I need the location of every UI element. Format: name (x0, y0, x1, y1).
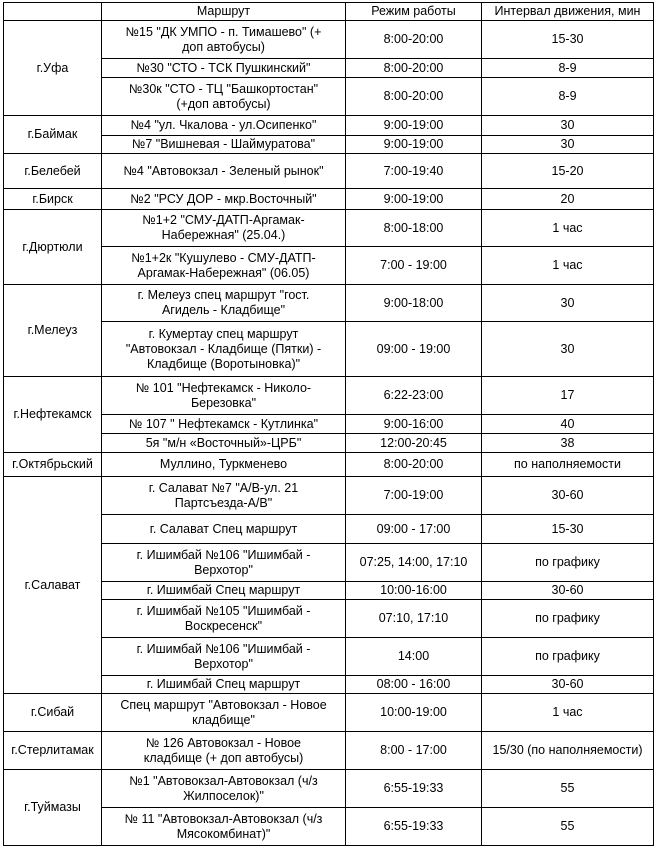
hours-cell: 7:00-19:40 (346, 154, 482, 189)
header-city (4, 3, 102, 21)
route-cell: №7 "Вишневая - Шаймуратова" (102, 136, 346, 154)
hours-cell: 07:10, 17:10 (346, 600, 482, 638)
interval-cell: 30 (482, 116, 654, 136)
table-row (4, 544, 654, 582)
schedule-table (3, 2, 654, 846)
interval-cell: 20 (482, 189, 654, 210)
route-cell: № 107 " Нефтекамск - Кутлинка" (102, 415, 346, 434)
table-row (4, 434, 654, 453)
table-row (4, 285, 654, 322)
route-cell: №4 "Автовокзал - Зеленый рынок" (102, 154, 346, 189)
table-row (4, 59, 654, 78)
interval-cell: 55 (482, 808, 654, 846)
hours-cell: 07:25, 14:00, 17:10 (346, 544, 482, 582)
table-row (4, 21, 654, 59)
interval-cell: по графику (482, 638, 654, 676)
table-row (4, 477, 654, 515)
hours-cell: 12:00-20:45 (346, 434, 482, 453)
hours-cell: 9:00-19:00 (346, 136, 482, 154)
table-row (4, 377, 654, 415)
hours-cell: 8:00-20:00 (346, 21, 482, 59)
table-row (4, 732, 654, 770)
hours-cell: 08:00 - 16:00 (346, 676, 482, 694)
hours-cell: 8:00-20:00 (346, 59, 482, 78)
route-cell: № 101 "Нефтекамск - Николо- Березовка" (102, 377, 346, 415)
interval-cell: по графику (482, 600, 654, 638)
hours-cell: 7:00-19:00 (346, 477, 482, 515)
interval-cell: 30-60 (482, 582, 654, 600)
hours-cell: 6:55-19:33 (346, 770, 482, 808)
hours-cell: 9:00-16:00 (346, 415, 482, 434)
hours-cell: 9:00-19:00 (346, 189, 482, 210)
hours-cell: 7:00 - 19:00 (346, 247, 482, 285)
route-cell: №30 "СТО - ТСК Пушкинский" (102, 59, 346, 78)
city-cell: г.Стерлитамак (4, 732, 102, 770)
city-cell: г.Белебей (4, 154, 102, 189)
hours-cell: 6:55-19:33 (346, 808, 482, 846)
route-cell: Спец маршрут "Автовокзал - Новое кладбище" (102, 694, 346, 732)
city-cell: г.Нефтекамск (4, 377, 102, 453)
interval-cell: 1 час (482, 210, 654, 247)
route-cell: г. Ишимбай №105 "Ишимбай - Воскресенск" (102, 600, 346, 638)
interval-cell: 30 (482, 285, 654, 322)
route-cell: г. Салават Спец маршрут (102, 515, 346, 544)
route-cell: г. Ишимбай Спец маршрут (102, 676, 346, 694)
hours-cell: 8:00-20:00 (346, 78, 482, 116)
route-cell: №15 "ДК УМПО - п. Тимашево" (+ доп автобусы) (102, 21, 346, 59)
route-cell: №2 "РСУ ДОР - мкр.Восточный" (102, 189, 346, 210)
hours-cell: 9:00-18:00 (346, 285, 482, 322)
interval-cell: по графику (482, 544, 654, 582)
interval-cell: 55 (482, 770, 654, 808)
interval-cell: 1 час (482, 694, 654, 732)
city-cell: г.Бирск (4, 189, 102, 210)
table-row (4, 638, 654, 676)
route-cell: №30к "СТО - ТЦ "Башкортостан" (+доп автобусы) (102, 78, 346, 116)
hours-cell: 14:00 (346, 638, 482, 676)
route-cell: Муллино, Туркменево (102, 453, 346, 477)
interval-cell: 1 час (482, 247, 654, 285)
route-cell: г. Салават №7 "А/В-ул. 21 Партсъезда-А/В" (102, 477, 346, 515)
header-interval: Интервал движения, мин (482, 3, 654, 21)
route-cell: г. Мелеуз спец маршрут "гост. Агидель - Кладбище" (102, 285, 346, 322)
city-cell: г.Мелеуз (4, 285, 102, 377)
table-row (4, 415, 654, 434)
hours-cell: 8:00 - 17:00 (346, 732, 482, 770)
table-row (4, 600, 654, 638)
header-row (4, 3, 654, 21)
table-row (4, 116, 654, 136)
header-route: Маршрут (102, 3, 346, 21)
hours-cell: 10:00-16:00 (346, 582, 482, 600)
interval-cell: 8-9 (482, 59, 654, 78)
table-row (4, 808, 654, 846)
table-row (4, 322, 654, 377)
route-cell: № 11 "Автовокзал-Автовокзал (ч/з Мясокомбинат)" (102, 808, 346, 846)
table-row (4, 247, 654, 285)
table-row (4, 210, 654, 247)
route-cell: г. Ишимбай №106 "Ишимбай - Верхотор" (102, 638, 346, 676)
route-cell: 5я "м/н «Восточный»-ЦРБ" (102, 434, 346, 453)
interval-cell: 17 (482, 377, 654, 415)
hours-cell: 09:00 - 17:00 (346, 515, 482, 544)
interval-cell: 8-9 (482, 78, 654, 116)
table-row (4, 154, 654, 189)
interval-cell: 15-30 (482, 515, 654, 544)
city-cell: г.Салават (4, 477, 102, 694)
hours-cell: 09:00 - 19:00 (346, 322, 482, 377)
route-cell: г. Кумертау спец маршрут "Автовокзал - Кладбище (Пятки) - Кладбище (Воротыновка)" (102, 322, 346, 377)
hours-cell: 9:00-19:00 (346, 116, 482, 136)
city-cell: г.Уфа (4, 21, 102, 116)
table-row (4, 189, 654, 210)
table-row (4, 770, 654, 808)
table-row (4, 676, 654, 694)
city-cell: г.Дюртюли (4, 210, 102, 285)
interval-cell: 15-20 (482, 154, 654, 189)
city-cell: г.Сибай (4, 694, 102, 732)
route-cell: № 126 Автовокзал - Новое кладбище (+ доп автобусы) (102, 732, 346, 770)
table-row (4, 515, 654, 544)
table-row (4, 78, 654, 116)
table-row (4, 582, 654, 600)
interval-cell: 30-60 (482, 676, 654, 694)
route-cell: №1+2 "СМУ-ДАТП-Аргамак- Набережная" (25.04.) (102, 210, 346, 247)
table-row (4, 453, 654, 477)
city-cell: г.Туймазы (4, 770, 102, 846)
route-cell: №1 "Автовокзал-Автовокзал (ч/з Жилпоселок)" (102, 770, 346, 808)
interval-cell: по наполняемости (482, 453, 654, 477)
city-cell: г.Октябрьский (4, 453, 102, 477)
city-cell: г.Баймак (4, 116, 102, 154)
table-row (4, 694, 654, 732)
route-cell: г. Ишимбай №106 "Ишимбай - Верхотор" (102, 544, 346, 582)
interval-cell: 30 (482, 136, 654, 154)
header-hours: Режим работы (346, 3, 482, 21)
hours-cell: 8:00-20:00 (346, 453, 482, 477)
hours-cell: 6:22-23:00 (346, 377, 482, 415)
route-cell: №1+2к "Кушулево - СМУ-ДАТП- Аргамак-Набережная" (06.05) (102, 247, 346, 285)
interval-cell: 38 (482, 434, 654, 453)
hours-cell: 8:00-18:00 (346, 210, 482, 247)
interval-cell: 30-60 (482, 477, 654, 515)
interval-cell: 40 (482, 415, 654, 434)
interval-cell: 15/30 (по наполняемости) (482, 732, 654, 770)
hours-cell: 10:00-19:00 (346, 694, 482, 732)
interval-cell: 30 (482, 322, 654, 377)
route-cell: №4 "ул. Чкалова - ул.Осипенко" (102, 116, 346, 136)
table-row (4, 136, 654, 154)
route-cell: г. Ишимбай Спец маршрут (102, 582, 346, 600)
interval-cell: 15-30 (482, 21, 654, 59)
